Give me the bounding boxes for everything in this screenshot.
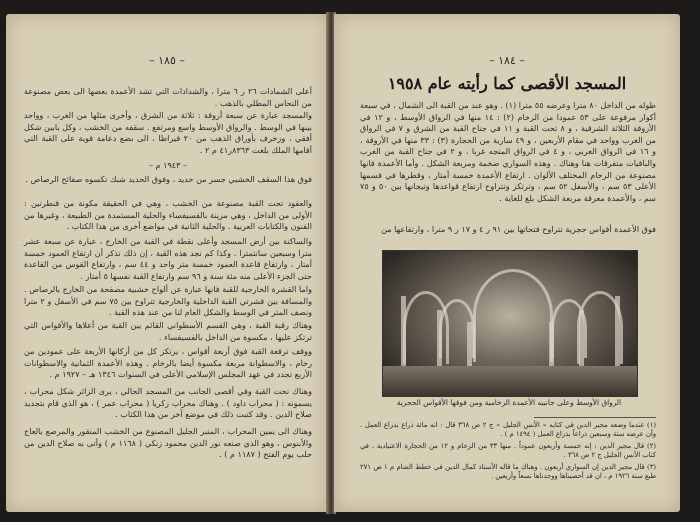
- photo-caption: الرواق الأوسط وعلى جانبيه الأعمدة الرخامية ومن فوقها الأقواس الحجرية: [396, 398, 622, 407]
- paragraph: والساكنة بين أرض المسجد وأعلى نقطة في القبة من الخارج ، عبارة عن سبعة عشر مترا وسبعين سانتمترا . وكذا كم نجد هذه القبة ، إن ذلك تذكر أن ارتفاع العمود خمسة أمتار ، وارتفاع قاعدة العمود خمسة متر واحد و ٤٤ سم ، وارتفاع القوس من القاعدة حتى الجزء الأعلى منه مئة سنة و ٩٦ سم وارتفاع القبة نفسها ٥ أمتار .: [24, 236, 313, 281]
- paragraph: والعقود تحت القبة مصنوعة من الخشب ، وهي في الحقيقة مكونة من قنطرتين : الأولى من الداخل ، وهي مزينة بالفسيفساء والحلية المستمدة من الطبيعة ، وغيرها من الفنون والكتابات العربية . والحلية الثانية في مواضع أخرى من هذا الكتاب .: [24, 198, 312, 232]
- footnote-divider: [534, 417, 656, 418]
- paragraph: فوق هذا السقف الخشبي جسر من حديد ، وفوق الحديد شبك تكسوه صفائح الرصاص .: [25, 174, 312, 184]
- paragraph: – ١٩٤٣ م –: [148, 160, 188, 170]
- paragraph: وهناك الى يمين المحراب ، المنبر الجليل المصنوع من الخشب المنقور والمرصع بالعاج والأبنوس ، وهو الذي صنعه نور الدين محمود زنكي ( ١١٦٨ م ) وأتى به صلاح الدين من حلب يوم الفتح ( ١١٨٧ م ) .: [24, 426, 312, 460]
- paragraph: والمسجد عبارة عن سبعة أروقة : ثلاثة من الشرق ، وأخرى مثلها من الغرب ، وواحد بينها في الوسط . والرواق الأوسط واسع ومرتفع . سقفه من الخشب ، وكل بابين شكل أفقي ، وزخرف بأوراق الذهب من ٢٠ قيراطا ، الى بضع دعامة قوية على القبة التي أقامها الملك بلغت ٨٣٦٣ر٤١ م ٢ .: [24, 110, 312, 155]
- footnote: (١) عندما وضعه مجير الدين في كتابه « الأنس الجليل » ج ٢ ص ٣٦٨ قال : انه مائة ذراع بذراع العمل . وأن عرضه ستة وسبعين ذراعاً بذراع العمل ( ١٤٩٤ م ) .: [360, 421, 656, 439]
- paragraph: واما القشرة الخارجية للقبة فانها عبارة عن ألواح خشبية مصفحة من الخارج بالرصاص . والمسافة بين قشرتي القبة الداخلية والخارجية تتراوح بين ٧٥ سم في الأسفل و ٢ مترا ونصف المتر في الوسط والشكل العام لنا من عند هذه القبة .: [24, 284, 312, 318]
- paragraph: وهناك تحت القبة وفي أقصى الجانب من المسجد الحالي ، يرى الزائر شكل محراب ، يسمونه : ( محراب داود ) . وهناك محراب زكريا ( محراب عمر ) ، هو الذي قام بتجديد صلاح الدين . وقد كتبت ذلك في موضع آخر من هذا الكتاب .: [24, 386, 312, 420]
- paragraph: فوق الأعمدة أقواس حجرية تتراوح فتحاتها بين ٩١ ر ٤ و ١٧ ر ٩ مترا ، وارتفاعها من: [381, 224, 656, 234]
- left-page: [6, 14, 328, 512]
- mosque-interior-photo: [382, 250, 638, 397]
- footnote: (٢) قال مجير الدين : إنه خمسة وأربعون عموداً . منها ٣٣ من الرخام و ١٢ من الحجارة الاعتيادية ، في كتاب الأنس الجليل ج ٢ ص ٣٦٨ .: [360, 442, 656, 460]
- right-page: [334, 14, 680, 512]
- page-number: – ١٨٥ –: [149, 54, 185, 67]
- paragraph: طوله من الداخل ٨٠ مترا وعرضه ٥٥ مترا (١) . وهو عند من القبة الى الشمال ، في سبعة أكوار مرفوعة على ٥٣ عمودا من الرخام (٢) : ١٤ منها في الرواق الأوسط ، و ١٢ في الأروقة الثلاثة الشرقية ، و ٨ تحت القبة و ١١ في جناح القبة من الشرق و ٧ في الرواق من الغرب وواحد في مقام الأربعين ، و ٤٩ سارية من الحجارة (٣) : ٣٣ منها في الأروقة ، و ١٦ في الرواق الغربي ، و ٤ في الرواق المتجه غربا ، و ٢ في جناح القبة من الغرب والباقيات متفرقات هنا وهناك . وهذه السواري ضخمة ومربعة الشكل . وأما الأعمدة فانها مصنوعة من الرخام المختلف الألوان . ارتفاع الأعمدة خمسة أمتار ، وقطرها في قسمها الأعلى ٥٣ سم ، والأسفل ٥٢ سم ، وترتكز وتتراوح ارتفاع قواعدها وتيجانها بين ٥٠ و ٧٥ سم ، والأعمدة معرقة مربعة الشكل بلغ للغاية .: [360, 100, 657, 203]
- page-number: – ١٨٤ –: [489, 54, 525, 67]
- paragraph: ووقف ترقعة القبة فوق أربعة أقواس ، يرتكز كل من أركانها الأربعة على عمودين من رخام ، والاسطوانة مربعة مكسوة أيضا بالرخام . وهذه الأعمدة الثمانية والاسطوانات الأربع تجدد في عهد المجلس الإسلامي الأعلى في السنوات ١٣٤٦ هـ – ١٩٢٧ م .: [24, 346, 312, 380]
- footnote: (٣) قال مجير الدين إن السواري أربعون . وهناك ما قاله الأستاذ كمال الدين في خطط الشام م ١ ص ٢٧١ طبع سنة ١٩٢٦ م ، ان قد أحصيناها ووجدناها تسعاً وأربعين .: [360, 463, 657, 481]
- chapter-heading: المسجد الأقصى كما رأيته عام ١٩٥٨: [387, 74, 627, 93]
- paragraph: وهناك رقبة القبة ، وهي القسم الأسطواني القائم بين القبة من أعلاها والأقواس التي ترتكز عليها ، مكسوة من الداخل بالفسيفساء .: [24, 320, 312, 342]
- paragraph: أعلى الشمادات ٢٦ ر ٦ مترا ، والشدادات التي تشد الأعمدة بعضها الى بعض مصنوعة من النحاس المطلي بالذهب .: [24, 86, 313, 108]
